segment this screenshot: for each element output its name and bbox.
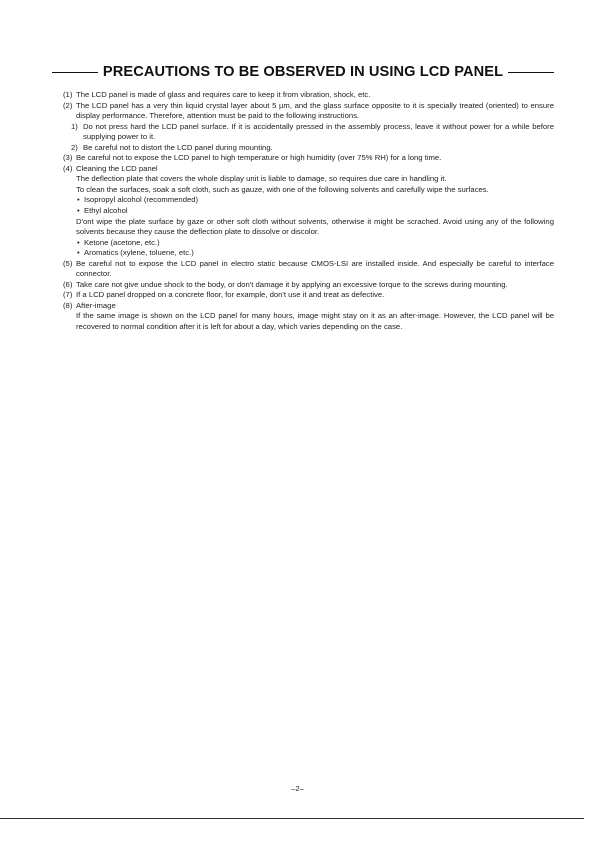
title-left-rule [52, 72, 98, 73]
item-number: (1) [63, 90, 73, 99]
item-number: (4) [63, 163, 73, 173]
item-number: (8) [63, 300, 73, 310]
instruction-text: Do not press hard the LCD panel surface. If it is accidentally pressed in the assembly process, leave it without power for a while before supplying power to it. [83, 121, 554, 142]
precaution-item-4 [63, 164, 554, 175]
page-title: PRECAUTIONS TO BE OBSERVED IN USING LCD PANEL [102, 64, 504, 80]
item-text: Take care not give undue shock to the body, or don't damage it by applying an excessive torque to the screws during mounting. [76, 279, 508, 289]
instruction-1 [63, 122, 554, 143]
instruction-2 [63, 143, 554, 154]
bullet-icon: • [77, 237, 80, 247]
bullet-text: Aromatics (xylene, toluene, etc.) [84, 248, 194, 258]
bottom-rule [0, 818, 584, 819]
item-number: (2) [63, 100, 73, 110]
solvent-bullet-2 [63, 206, 554, 217]
precaution-item-8 [63, 301, 554, 312]
item-text: Be careful not to expose the LCD panel to high temperature or high humidity (over 75% RH) for a long time. [76, 153, 442, 163]
precaution-item-5 [63, 259, 554, 280]
item-text: Be careful not to expose the LCD panel in electro static because CMOS-LSI are installed inside. And especially be careful to interface connector. [76, 258, 554, 279]
item-text: The LCD panel is made of glass and requires care to keep it from vibration, shock, etc. [76, 90, 371, 99]
paragraph-text: The deflection plate that covers the whole display unit is liable to damage, so requires due care in handling it. [76, 174, 447, 184]
bullet-icon: • [77, 195, 80, 205]
bullet-icon: • [77, 206, 80, 216]
instruction-number: 2) [71, 142, 78, 152]
after-image-paragraph [63, 311, 554, 332]
precaution-item-2 [63, 101, 554, 122]
page-number: –2– [291, 784, 304, 793]
item-heading: Cleaning the LCD panel [76, 163, 158, 173]
precautions-body [63, 90, 554, 333]
item-number: (3) [63, 153, 73, 163]
paragraph-text: If the same image is shown on the LCD panel for many hours, image might stay on it as an after-image. However, the LCD panel will be recovered to normal condition after it is left for about a day, which varies depending on the case. [76, 311, 554, 332]
cleaning-paragraph-2 [63, 185, 554, 196]
item-heading: After-image [76, 300, 116, 310]
title-right-rule [508, 72, 554, 73]
avoid-bullet-2 [63, 248, 554, 259]
cleaning-paragraph-3 [63, 217, 554, 238]
paragraph-text: To clean the surfaces, soak a soft cloth, such as gauze, with one of the following solvents and carefully wipe the surfaces. [76, 184, 489, 194]
item-number: (5) [63, 258, 73, 268]
bullet-text: Isopropyl alcohol (recommended) [84, 195, 199, 205]
precaution-item-3 [63, 153, 554, 164]
paragraph-text: D'ont wipe the plate surface by gaze or other soft cloth without solvents, otherwise it might be scrached. Avoid using any of the following solvents because they cause the deflection plate to dissolve or discolor. [76, 216, 554, 237]
solvent-bullet-1 [63, 195, 554, 206]
item-number: (7) [63, 290, 73, 300]
item-text: The LCD panel has a very thin liquid crystal layer about 5 µm, and the glass surface opposite to it is specially treated (oriented) to ensure display performance. Therefore, attention must be paid to the following instructions. [76, 100, 554, 121]
page-title-row [52, 62, 554, 82]
avoid-bullet-1 [63, 238, 554, 249]
precaution-item-7 [63, 290, 554, 301]
item-number: (6) [63, 279, 73, 289]
precaution-item-6 [63, 280, 554, 291]
bullet-text: Ethyl alcohol [84, 206, 128, 216]
bullet-icon: • [77, 248, 80, 258]
precaution-item-1 [63, 90, 554, 101]
bullet-text: Ketone (acetone, etc.) [84, 237, 160, 247]
item-text: If a LCD panel dropped on a concrete floor, for example, don't use it and treat as defective. [76, 290, 385, 300]
instruction-text: Be careful not to distort the LCD panel during mounting. [83, 142, 273, 152]
instruction-number: 1) [71, 121, 78, 131]
cleaning-paragraph-1 [63, 174, 554, 185]
